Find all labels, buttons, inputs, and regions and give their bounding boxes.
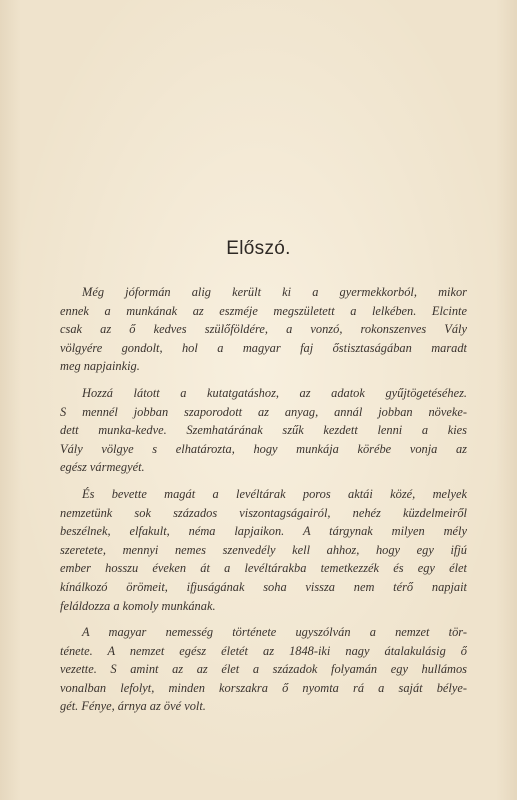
text-line: A magyar nemesség története ugyszólván a nemzet tör- (82, 625, 467, 640)
page-title: Előszó. (226, 238, 291, 259)
text-line: vezette. S amint az az élet a századok folyamán egy hullámos (60, 662, 467, 677)
text-line: ténete. A nemzet egész életét az 1848-iki nagy átalakulásig ő (60, 643, 467, 658)
text-line: feláldozza a komoly munkának. (60, 598, 216, 613)
text-line: ennek a munkának az eszméje megszületett a lelkében. Elcinte (60, 303, 467, 318)
preface-body (60, 283, 467, 724)
text-line: vonalban lefolyt, minden korszakra ő nyomta rá a saját bélye- (60, 680, 467, 695)
paragraph-2 (60, 384, 467, 477)
text-line: És bevette magát a levéltárak poros aktái közé, melyek (82, 486, 467, 501)
text-line: ember hosszu éveken át a levéltárakba temetkezzék és egy élet (60, 561, 467, 576)
text-line: nemzetünk sok százados viszontagságairól, nehéz küzdelmeiről (60, 505, 467, 520)
text-line: gét. Fénye, árnya az övé volt. (60, 699, 206, 714)
text-line: kínálkozó örömeit, ifjuságának soha vissza nem térő napjait (60, 579, 467, 594)
text-line: egész vármegyét. (60, 460, 145, 475)
text-line: beszélnek, elfakult, néma lapjaikon. A tárgynak milyen mély (60, 524, 467, 539)
text-line: szeretete, mennyi nemes szenvedély kell ahhoz, hogy egy ifjú (60, 542, 467, 557)
text-line: Vály völgye s elhatározta, hogy munkája körébe vonja az (60, 441, 467, 456)
text-line: dett munka-kedve. Szemhatárának szűk kezdett lenni a kies (60, 423, 467, 438)
paragraph-1 (60, 283, 467, 376)
paragraph-3 (60, 485, 467, 615)
text-line: Hozzá látott a kutatgatáshoz, az adatok gyűjtögetéséhez. (82, 385, 467, 400)
text-line: meg napjainkig. (60, 359, 140, 374)
text-line: S mennél jobban szaporodott az anyag, annál jobban növeke- (60, 404, 467, 419)
text-line: völgyére gondolt, hol a magyar faj őstisztaságában maradt (60, 340, 467, 355)
text-line: csak az ő kedves szülőföldére, a vonzó, rokonszenves Vály (60, 322, 467, 337)
paragraph-4 (60, 623, 467, 716)
text-line: Még jóformán alig került ki a gyermekkorból, mikor (82, 285, 467, 299)
